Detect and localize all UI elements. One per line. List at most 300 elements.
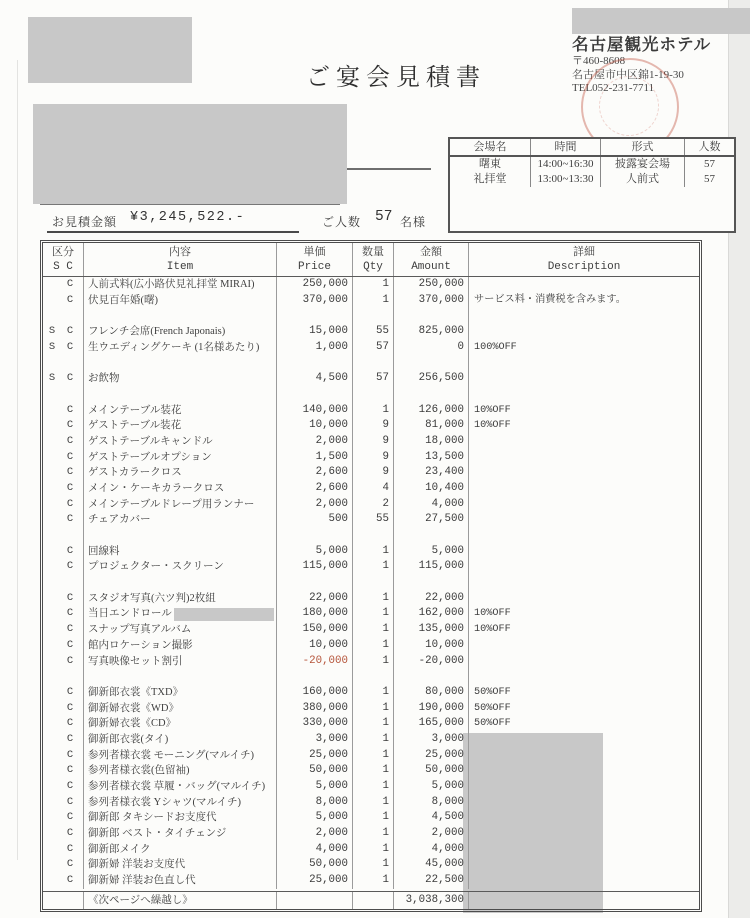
kubun-cell: C (66, 403, 74, 416)
table-row-blank (43, 528, 699, 544)
price-cell: 10,000 (276, 638, 352, 654)
qty-cell: 1 (352, 779, 393, 795)
qty-cell (352, 308, 393, 324)
item-cell: 御新郎メイク (83, 842, 276, 858)
item-cell (83, 308, 276, 324)
amount-cell: 825,000 (393, 324, 468, 340)
price-cell: 5,000 (276, 544, 352, 560)
header-price: 単価 Price (276, 243, 352, 276)
kubun-cell: C (66, 497, 74, 510)
price-cell: 160,000 (276, 685, 352, 701)
price-cell: 50,000 (276, 857, 352, 873)
price-cell: 10,000 (276, 418, 352, 434)
description-cell (468, 748, 699, 764)
description-cell (468, 654, 699, 670)
qty-cell: 9 (352, 434, 393, 450)
kubun-cell: C (66, 811, 74, 824)
estimate-table-footer (43, 891, 699, 909)
qty-cell (352, 669, 393, 685)
price-cell: 2,000 (276, 434, 352, 450)
venue-row: 礼拝堂 13:00~13:30 人前式 57 (450, 172, 734, 187)
amount-cell: 370,000 (393, 293, 468, 309)
estimate-table (40, 240, 702, 912)
price-cell: 5,000 (276, 779, 352, 795)
price-cell: 380,000 (276, 701, 352, 717)
header-description: 詳細 Description (468, 243, 699, 276)
qty-cell: 1 (352, 606, 393, 622)
price-cell: 2,000 (276, 826, 352, 842)
amount-cell: 135,000 (393, 622, 468, 638)
kubun-cell: C (66, 842, 74, 855)
description-cell (468, 308, 699, 324)
kubun-cell (43, 355, 83, 371)
price-cell: 370,000 (276, 293, 352, 309)
venue-header-count: 人数 (684, 139, 734, 155)
price-cell: 22,000 (276, 591, 352, 607)
kubun-cell: S C (48, 340, 74, 353)
estimate-table-header (43, 243, 699, 277)
kubun-cell: C (66, 780, 74, 792)
item-cell: 御新婦 洋装お支度代 (83, 857, 276, 873)
item-cell: スナップ写真アルバム (83, 622, 276, 638)
kubun-cell: C (66, 717, 74, 730)
venue-table-body (450, 157, 734, 187)
description-cell: 50%OFF (468, 685, 699, 701)
description-cell (468, 826, 699, 842)
header-kubun: 区分 S C (52, 246, 74, 273)
description-cell (468, 450, 699, 466)
amount-cell: 2,000 (393, 826, 468, 842)
kubun-cell: C (66, 874, 74, 887)
price-cell: 4,000 (276, 842, 352, 858)
table-row (43, 826, 699, 842)
description-cell (468, 528, 699, 544)
item-cell: お飲物 (83, 371, 276, 387)
kubun-cell: C (66, 795, 74, 808)
price-cell (276, 355, 352, 371)
table-row (43, 340, 699, 356)
kubun-cell: C (66, 701, 74, 714)
amount-cell (393, 528, 468, 544)
hotel-postal: 〒460-8608 (572, 55, 626, 67)
description-cell (468, 559, 699, 575)
price-cell: 25,000 (276, 748, 352, 764)
amount-cell: 4,000 (393, 842, 468, 858)
amount-cell: 22,500 (393, 873, 468, 889)
qty-cell: 1 (352, 842, 393, 858)
price-cell: 500 (276, 512, 352, 528)
kubun-cell: C (66, 623, 74, 636)
description-cell (468, 873, 699, 889)
qty-cell: 1 (352, 293, 393, 309)
table-row (43, 418, 699, 434)
venue-table-header (450, 139, 734, 157)
item-cell: 当日エンドロール (83, 606, 276, 622)
qty-cell (352, 355, 393, 371)
item-cell (83, 575, 276, 591)
qty-cell: 1 (352, 638, 393, 654)
amount-cell: 81,000 (393, 418, 468, 434)
qty-cell: 1 (352, 826, 393, 842)
item-cell: 御新婦 洋装お色直し代 (83, 873, 276, 889)
table-row (43, 559, 699, 575)
price-cell: 2,600 (276, 481, 352, 497)
amount-cell: 22,000 (393, 591, 468, 607)
description-cell: 10%OFF (468, 418, 699, 434)
amount-cell: 10,400 (393, 481, 468, 497)
footer-carryover-label: 《次ページへ繰越し》 (83, 892, 276, 909)
item-cell: 御新郎 タキシードお支度代 (83, 810, 276, 826)
item-cell: ゲストテーブルキャンドル (83, 434, 276, 450)
item-cell (83, 387, 276, 403)
qty-cell: 1 (352, 654, 393, 670)
qty-cell: 1 (352, 544, 393, 560)
table-row (43, 685, 699, 701)
table-row (43, 371, 699, 387)
guest-count-value: 57 (375, 209, 393, 225)
price-cell: 15,000 (276, 324, 352, 340)
amount-cell: 50,000 (393, 763, 468, 779)
price-cell: 1,000 (276, 340, 352, 356)
kubun-cell (43, 387, 83, 403)
kubun-cell: C (66, 732, 74, 745)
qty-cell: 1 (352, 716, 393, 732)
price-cell (276, 308, 352, 324)
table-row (43, 732, 699, 748)
table-row (43, 795, 699, 811)
item-cell: ゲストテーブルオプション (83, 450, 276, 466)
description-cell (468, 591, 699, 607)
estimate-amount-underline (47, 231, 299, 233)
description-cell (468, 842, 699, 858)
table-row (43, 779, 699, 795)
item-cell: チェアカバー (83, 512, 276, 528)
qty-cell: 1 (352, 277, 393, 293)
price-cell: -20,000 (276, 654, 352, 670)
kubun-cell: C (66, 419, 74, 432)
amount-cell: 162,000 (393, 606, 468, 622)
qty-cell: 1 (352, 591, 393, 607)
kubun-cell: C (66, 450, 74, 463)
description-cell (468, 324, 699, 340)
kubun-cell: C (66, 591, 74, 604)
price-cell: 180,000 (276, 606, 352, 622)
table-row-blank (43, 575, 699, 591)
redaction-box-top-left (28, 17, 192, 83)
header-qty: 数量 Qty (352, 243, 393, 276)
table-row (43, 324, 699, 340)
table-row (43, 434, 699, 450)
description-cell (468, 810, 699, 826)
kubun-cell: C (66, 764, 74, 777)
qty-cell: 55 (352, 324, 393, 340)
amount-cell: 5,000 (393, 779, 468, 795)
kubun-cell: C (66, 434, 74, 447)
table-row (43, 748, 699, 764)
description-cell: 50%OFF (468, 716, 699, 732)
kubun-cell: C (66, 654, 74, 667)
description-cell: 10%OFF (468, 403, 699, 419)
description-cell (468, 355, 699, 371)
description-cell (468, 512, 699, 528)
description-cell (468, 481, 699, 497)
description-cell (468, 277, 699, 293)
description-cell (468, 371, 699, 387)
kubun-cell: C (66, 638, 74, 651)
qty-cell: 1 (352, 873, 393, 889)
table-row (43, 450, 699, 466)
amount-cell: 5,000 (393, 544, 468, 560)
venue-row: 曙東 14:00~16:30 披露宴会場 57 (450, 157, 734, 172)
item-cell: 写真映像セット割引 (83, 654, 276, 670)
price-cell: 4,500 (276, 371, 352, 387)
footer-carryover-amount: 3,038,300 (393, 892, 468, 909)
qty-cell: 1 (352, 748, 393, 764)
price-cell: 50,000 (276, 763, 352, 779)
price-cell: 115,000 (276, 559, 352, 575)
price-cell: 25,000 (276, 873, 352, 889)
amount-cell: 0 (393, 340, 468, 356)
description-cell (468, 795, 699, 811)
description-cell: サービス料・消費税を含みます。 (468, 293, 699, 309)
estimate-rows (43, 277, 699, 891)
description-cell: 100%OFF (468, 340, 699, 356)
item-cell: メイン・ケーキカラークロス (83, 481, 276, 497)
kubun-cell: C (66, 481, 74, 494)
kubun-cell: C (66, 748, 74, 761)
scan-edge-left (17, 60, 18, 860)
description-cell (468, 669, 699, 685)
table-row (43, 497, 699, 513)
description-cell (468, 779, 699, 795)
table-row (43, 403, 699, 419)
item-cell: 回線料 (83, 544, 276, 560)
item-cell: フレンチ会席(French Japonais) (83, 324, 276, 340)
table-row (43, 654, 699, 670)
table-row-blank (43, 308, 699, 324)
price-cell (276, 528, 352, 544)
description-cell (468, 638, 699, 654)
redaction-box-inline (174, 608, 274, 621)
table-row (43, 701, 699, 717)
qty-cell (352, 528, 393, 544)
kubun-cell: C (66, 827, 74, 840)
price-cell: 2,000 (276, 497, 352, 513)
amount-cell (393, 308, 468, 324)
venue-header-name: 会場名 (473, 141, 507, 153)
kubun-cell: S C (48, 325, 74, 338)
price-cell: 5,000 (276, 810, 352, 826)
kubun-cell: C (66, 513, 74, 526)
table-row-blank (43, 669, 699, 685)
price-cell: 1,500 (276, 450, 352, 466)
qty-cell: 57 (352, 371, 393, 387)
price-cell: 330,000 (276, 716, 352, 732)
table-row (43, 277, 699, 293)
amount-cell: 45,000 (393, 857, 468, 873)
item-cell: 伏見百年婚(曙) (83, 293, 276, 309)
amount-cell: 27,500 (393, 512, 468, 528)
qty-cell: 1 (352, 403, 393, 419)
table-row (43, 544, 699, 560)
description-cell (468, 465, 699, 481)
price-cell: 250,000 (276, 277, 352, 293)
kubun-cell (43, 308, 83, 324)
table-row (43, 638, 699, 654)
item-cell (83, 669, 276, 685)
table-row (43, 481, 699, 497)
qty-cell: 9 (352, 450, 393, 466)
amount-cell: 165,000 (393, 716, 468, 732)
qty-cell: 1 (352, 857, 393, 873)
price-cell (276, 387, 352, 403)
kubun-cell: C (66, 685, 74, 698)
qty-cell: 9 (352, 465, 393, 481)
kubun-cell: S C (48, 372, 74, 385)
amount-cell: 256,500 (393, 371, 468, 387)
guest-count-label: ご人数 (322, 215, 362, 229)
amount-cell: 10,000 (393, 638, 468, 654)
price-cell: 150,000 (276, 622, 352, 638)
item-cell: 館内ロケーション撮影 (83, 638, 276, 654)
redaction-box-client-info (33, 104, 347, 204)
amount-cell (393, 575, 468, 591)
price-cell (276, 669, 352, 685)
table-row-blank (43, 355, 699, 371)
kubun-cell (43, 528, 83, 544)
item-cell: 参列者様衣裳(色留袖) (83, 763, 276, 779)
header-amount: 金額 Amount (393, 243, 468, 276)
amount-cell: 3,000 (393, 732, 468, 748)
hotel-tel: TEL052-231-7711 (572, 82, 655, 94)
amount-cell (393, 355, 468, 371)
item-cell: 御新郎衣裳《TXD》 (83, 685, 276, 701)
table-row (43, 873, 699, 889)
table-row (43, 716, 699, 732)
description-cell (468, 763, 699, 779)
table-row (43, 606, 699, 622)
item-cell: プロジェクター・スクリーン (83, 559, 276, 575)
qty-cell: 1 (352, 795, 393, 811)
price-cell: 3,000 (276, 732, 352, 748)
price-cell (276, 575, 352, 591)
table-row (43, 622, 699, 638)
document-title: ご宴会見積書 (306, 65, 486, 91)
price-cell: 140,000 (276, 403, 352, 419)
amount-cell: 190,000 (393, 701, 468, 717)
qty-cell: 1 (352, 763, 393, 779)
amount-cell: 18,000 (393, 434, 468, 450)
item-cell: ゲストカラークロス (83, 465, 276, 481)
hotel-name: 名古屋観光ホテル (572, 35, 712, 54)
amount-cell: 80,000 (393, 685, 468, 701)
item-cell: メインテーブルドレープ用ランナー (83, 497, 276, 513)
short-underline (347, 168, 431, 170)
price-cell: 8,000 (276, 795, 352, 811)
kubun-cell: C (66, 607, 74, 620)
item-cell: 参列者様衣裳 モーニング(マルイチ) (83, 748, 276, 764)
amount-cell: 23,400 (393, 465, 468, 481)
hotel-address: 名古屋市中区錦1-19-30 (572, 68, 684, 81)
kubun-cell (43, 575, 83, 591)
amount-cell: 8,000 (393, 795, 468, 811)
item-cell: 参列者様衣裳 Yシャツ(マルイチ) (83, 795, 276, 811)
qty-cell: 1 (352, 810, 393, 826)
qty-cell: 9 (352, 418, 393, 434)
venue-header-time: 時間 (530, 139, 600, 155)
item-cell: 人前式料(広小路伏見礼拝堂 MIRAI) (83, 277, 276, 293)
kubun-cell: C (66, 858, 74, 871)
qty-cell (352, 387, 393, 403)
item-cell: 御新郎 ベスト・タイチェンジ (83, 826, 276, 842)
qty-cell (352, 575, 393, 591)
qty-cell: 1 (352, 559, 393, 575)
qty-cell: 4 (352, 481, 393, 497)
amount-cell (393, 387, 468, 403)
amount-cell: -20,000 (393, 654, 468, 670)
guest-count-suffix: 名様 (400, 215, 427, 229)
qty-cell: 1 (352, 622, 393, 638)
amount-cell: 4,000 (393, 497, 468, 513)
description-cell (468, 387, 699, 403)
amount-cell: 126,000 (393, 403, 468, 419)
price-cell: 2,600 (276, 465, 352, 481)
qty-cell: 2 (352, 497, 393, 513)
table-row-blank (43, 387, 699, 403)
table-row (43, 293, 699, 309)
venue-header-format: 形式 (600, 139, 684, 155)
kubun-cell: C (66, 560, 74, 573)
item-cell: 生ウエディングケーキ (1名様あたり) (83, 340, 276, 356)
table-row (43, 810, 699, 826)
kubun-cell: C (66, 293, 74, 306)
item-cell (83, 355, 276, 371)
item-cell: 御新郎衣裳(タイ) (83, 732, 276, 748)
description-cell: 10%OFF (468, 622, 699, 638)
item-cell: 参列者様衣裳 草履・バッグ(マルイチ) (83, 779, 276, 795)
qty-cell: 1 (352, 685, 393, 701)
qty-cell: 1 (352, 732, 393, 748)
description-cell (468, 732, 699, 748)
qty-cell: 57 (352, 340, 393, 356)
description-cell (468, 497, 699, 513)
kubun-cell: C (66, 544, 74, 557)
table-row (43, 591, 699, 607)
amount-cell: 25,000 (393, 748, 468, 764)
kubun-cell: C (66, 278, 74, 290)
table-row (43, 842, 699, 858)
amount-cell: 115,000 (393, 559, 468, 575)
item-cell: ゲストテーブル装花 (83, 418, 276, 434)
estimate-amount-value: ¥3,245,522.- (130, 210, 246, 225)
description-cell (468, 434, 699, 450)
amount-cell: 4,500 (393, 810, 468, 826)
redaction-box-top-right (572, 8, 750, 34)
description-cell: 10%OFF (468, 606, 699, 622)
amount-cell: 13,500 (393, 450, 468, 466)
description-cell (468, 544, 699, 560)
item-cell: メインテーブル装花 (83, 403, 276, 419)
kubun-cell (43, 669, 83, 685)
kubun-cell: C (66, 466, 74, 479)
description-cell (468, 857, 699, 873)
amount-cell: 250,000 (393, 277, 468, 293)
estimate-amount-label: お見積金額 (52, 215, 118, 229)
qty-cell: 1 (352, 701, 393, 717)
client-name-underline (40, 204, 340, 205)
header-item: 内容 Item (83, 243, 276, 276)
description-cell: 50%OFF (468, 701, 699, 717)
